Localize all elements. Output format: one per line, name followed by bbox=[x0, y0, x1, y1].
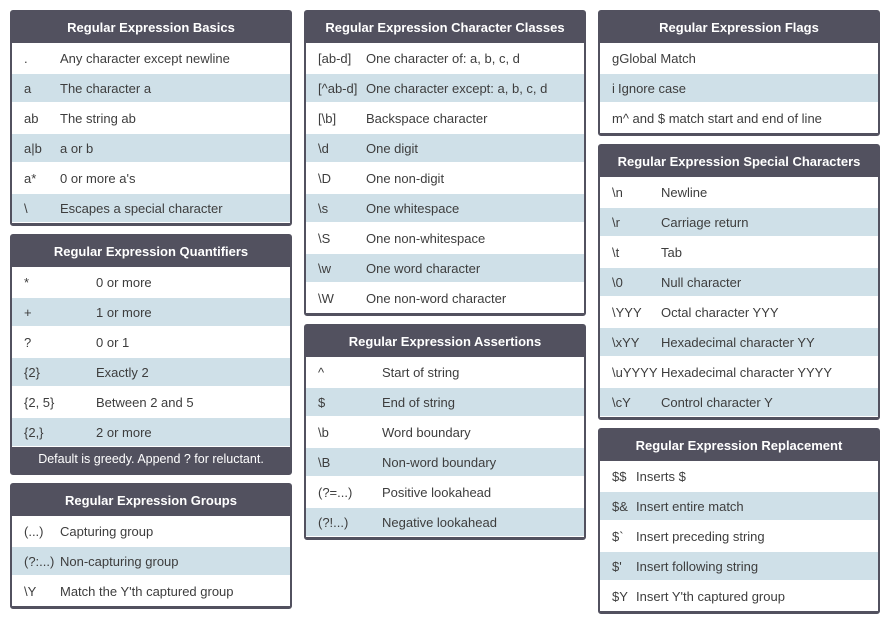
table-row bbox=[12, 387, 290, 417]
description-cell: Control character Y bbox=[661, 394, 773, 410]
table-regular-expression-special-characters bbox=[598, 144, 880, 420]
description-cell: Backspace character bbox=[366, 110, 488, 126]
pattern-cell: $& bbox=[612, 498, 628, 514]
pattern-cell: ? bbox=[24, 334, 32, 350]
pattern-cell: \r bbox=[612, 214, 620, 230]
description-cell: 0 or 1 bbox=[96, 334, 130, 350]
description-cell: Newline bbox=[661, 184, 708, 200]
description-cell: Word boundary bbox=[382, 424, 471, 440]
pattern-cell: {2, 5} bbox=[24, 394, 55, 410]
pattern-cell: a|b bbox=[24, 140, 42, 156]
table-title: Regular Expression Special Characters bbox=[600, 147, 878, 177]
table-regular-expression-groups bbox=[10, 483, 292, 609]
pattern-cell: $$ bbox=[612, 468, 627, 484]
pattern-cell: a* bbox=[24, 170, 37, 186]
table-row bbox=[600, 43, 878, 73]
column-right bbox=[598, 10, 880, 614]
pattern-cell: $' bbox=[612, 558, 622, 574]
description-cell: Ignore case bbox=[618, 80, 686, 96]
table-row bbox=[306, 73, 584, 103]
table-title: Regular Expression Replacement bbox=[600, 431, 878, 461]
pattern-cell: \W bbox=[318, 290, 334, 306]
table-row bbox=[306, 507, 584, 537]
pattern-cell: (?:...) bbox=[24, 553, 55, 569]
pattern-cell: {2} bbox=[24, 364, 40, 380]
table-row bbox=[12, 267, 290, 297]
column-middle bbox=[304, 10, 586, 540]
pattern-cell: \ bbox=[24, 200, 28, 216]
table-row bbox=[12, 163, 290, 193]
table-row bbox=[306, 477, 584, 507]
description-cell: Capturing group bbox=[60, 523, 154, 539]
pattern-cell: \d bbox=[318, 140, 329, 156]
description-cell: Between 2 and 5 bbox=[96, 394, 194, 410]
table-row bbox=[306, 133, 584, 163]
description-cell: One character except: a, b, c, d bbox=[366, 80, 548, 96]
description-cell: a or b bbox=[60, 140, 94, 156]
table-regular-expression-replacement bbox=[598, 428, 880, 614]
pattern-cell: a bbox=[24, 80, 32, 96]
pattern-cell: \n bbox=[612, 184, 623, 200]
table-row bbox=[600, 207, 878, 237]
table-title: Regular Expression Basics bbox=[12, 13, 290, 43]
table-row bbox=[12, 417, 290, 447]
description-cell: One word character bbox=[366, 260, 481, 276]
table-row bbox=[600, 491, 878, 521]
pattern-cell: i bbox=[612, 80, 615, 96]
description-cell: ^ and $ match start and end of line bbox=[622, 110, 822, 126]
pattern-cell: . bbox=[24, 50, 28, 66]
description-cell: One whitespace bbox=[366, 200, 460, 216]
pattern-cell: \Y bbox=[24, 583, 37, 599]
table-footer-note: Default is greedy. Append ? for reluctant. bbox=[12, 447, 290, 472]
table-row bbox=[306, 253, 584, 283]
table-row bbox=[600, 581, 878, 611]
pattern-cell: \0 bbox=[612, 274, 623, 290]
description-cell: Inserts $ bbox=[636, 468, 686, 484]
table-row bbox=[306, 223, 584, 253]
table-row bbox=[306, 103, 584, 133]
pattern-cell: \YYY bbox=[612, 304, 642, 320]
pattern-cell: [^ab-d] bbox=[318, 80, 358, 96]
pattern-cell: \xYY bbox=[612, 334, 640, 350]
table-row bbox=[306, 387, 584, 417]
table-row bbox=[600, 521, 878, 551]
table-row bbox=[600, 237, 878, 267]
pattern-cell: ^ bbox=[318, 364, 325, 380]
description-cell: Insert following string bbox=[636, 558, 759, 574]
table-row bbox=[600, 297, 878, 327]
description-cell: 2 or more bbox=[96, 424, 152, 440]
pattern-cell: (?=...) bbox=[318, 484, 353, 500]
description-cell: One character of: a, b, c, d bbox=[366, 50, 520, 66]
table-title: Regular Expression Flags bbox=[600, 13, 878, 43]
table-row bbox=[600, 461, 878, 491]
table-row bbox=[600, 551, 878, 581]
description-cell: Negative lookahead bbox=[382, 514, 497, 530]
table-title: Regular Expression Quantifiers bbox=[12, 237, 290, 267]
table-row bbox=[306, 417, 584, 447]
table-row bbox=[12, 357, 290, 387]
pattern-cell: [\b] bbox=[318, 110, 337, 126]
table-row bbox=[306, 163, 584, 193]
pattern-cell: \uYYYY bbox=[612, 364, 658, 380]
description-cell: Match the Y'th captured group bbox=[60, 583, 234, 599]
table-row bbox=[306, 283, 584, 313]
description-cell: Hexadecimal character YY bbox=[661, 334, 815, 350]
table-row bbox=[12, 43, 290, 73]
description-cell: Non-word boundary bbox=[382, 454, 497, 470]
table-title: Regular Expression Character Classes bbox=[306, 13, 584, 43]
table-row bbox=[12, 103, 290, 133]
pattern-cell: (...) bbox=[24, 523, 44, 539]
pattern-cell: m bbox=[612, 110, 623, 126]
description-cell: Global Match bbox=[619, 50, 696, 66]
description-cell: The string ab bbox=[60, 110, 136, 126]
table-row bbox=[600, 267, 878, 297]
description-cell: Octal character YYY bbox=[661, 304, 779, 320]
table-regular-expression-flags bbox=[598, 10, 880, 136]
description-cell: One non-digit bbox=[366, 170, 445, 186]
table-regular-expression-assertions bbox=[304, 324, 586, 540]
table-row bbox=[600, 357, 878, 387]
table-row bbox=[600, 103, 878, 133]
description-cell: Insert preceding string bbox=[636, 528, 765, 544]
table-title: Regular Expression Assertions bbox=[306, 327, 584, 357]
pattern-cell: \cY bbox=[612, 394, 631, 410]
description-cell: Exactly 2 bbox=[96, 364, 149, 380]
pattern-cell: [ab-d] bbox=[318, 50, 352, 66]
pattern-cell: \D bbox=[318, 170, 331, 186]
table-regular-expression-character-classes bbox=[304, 10, 586, 316]
table-row bbox=[600, 73, 878, 103]
table-row bbox=[12, 516, 290, 546]
table-row bbox=[12, 327, 290, 357]
pattern-cell: \s bbox=[318, 200, 329, 216]
description-cell: Escapes a special character bbox=[60, 200, 223, 216]
description-cell: End of string bbox=[382, 394, 455, 410]
description-cell: Hexadecimal character YYYY bbox=[661, 364, 833, 380]
table-row bbox=[306, 43, 584, 73]
table-title: Regular Expression Groups bbox=[12, 486, 290, 516]
table-row bbox=[600, 177, 878, 207]
description-cell: Insert entire match bbox=[636, 498, 744, 514]
pattern-cell: \S bbox=[318, 230, 331, 246]
table-row bbox=[12, 576, 290, 606]
description-cell: 1 or more bbox=[96, 304, 152, 320]
table-row bbox=[306, 357, 584, 387]
description-cell: Non-capturing group bbox=[60, 553, 179, 569]
pattern-cell: + bbox=[24, 304, 32, 320]
description-cell: The character a bbox=[60, 80, 152, 96]
description-cell: One digit bbox=[366, 140, 419, 156]
table-row bbox=[306, 193, 584, 223]
table-regular-expression-quantifiers bbox=[10, 234, 292, 475]
table-row bbox=[306, 447, 584, 477]
column-left bbox=[10, 10, 292, 609]
table-row bbox=[12, 133, 290, 163]
pattern-cell: * bbox=[24, 274, 30, 290]
pattern-cell: $ bbox=[318, 394, 326, 410]
table-row bbox=[600, 327, 878, 357]
pattern-cell: ab bbox=[24, 110, 39, 126]
table-row bbox=[12, 73, 290, 103]
description-cell: 0 or more a's bbox=[60, 170, 136, 186]
pattern-cell: \t bbox=[612, 244, 620, 260]
table-regular-expression-basics bbox=[10, 10, 292, 226]
pattern-cell: \b bbox=[318, 424, 329, 440]
description-cell: Null character bbox=[661, 274, 742, 290]
description-cell: Tab bbox=[661, 244, 682, 260]
pattern-cell: $Y bbox=[612, 588, 628, 604]
description-cell: Start of string bbox=[382, 364, 460, 380]
pattern-cell: \B bbox=[318, 454, 331, 470]
description-cell: One non-whitespace bbox=[366, 230, 486, 246]
pattern-cell: {2,} bbox=[24, 424, 44, 440]
table-row bbox=[12, 193, 290, 223]
description-cell: Positive lookahead bbox=[382, 484, 492, 500]
table-row bbox=[600, 387, 878, 417]
pattern-cell: $` bbox=[612, 528, 624, 544]
description-cell: One non-word character bbox=[366, 290, 507, 306]
table-row bbox=[12, 297, 290, 327]
pattern-cell: (?!...) bbox=[318, 514, 349, 530]
table-row bbox=[12, 546, 290, 576]
description-cell: Carriage return bbox=[661, 214, 749, 230]
pattern-cell: \w bbox=[318, 260, 331, 276]
description-cell: Insert Y'th captured group bbox=[636, 588, 785, 604]
pattern-cell: g bbox=[612, 50, 620, 66]
description-cell: Any character except newline bbox=[60, 50, 230, 66]
description-cell: 0 or more bbox=[96, 274, 152, 290]
